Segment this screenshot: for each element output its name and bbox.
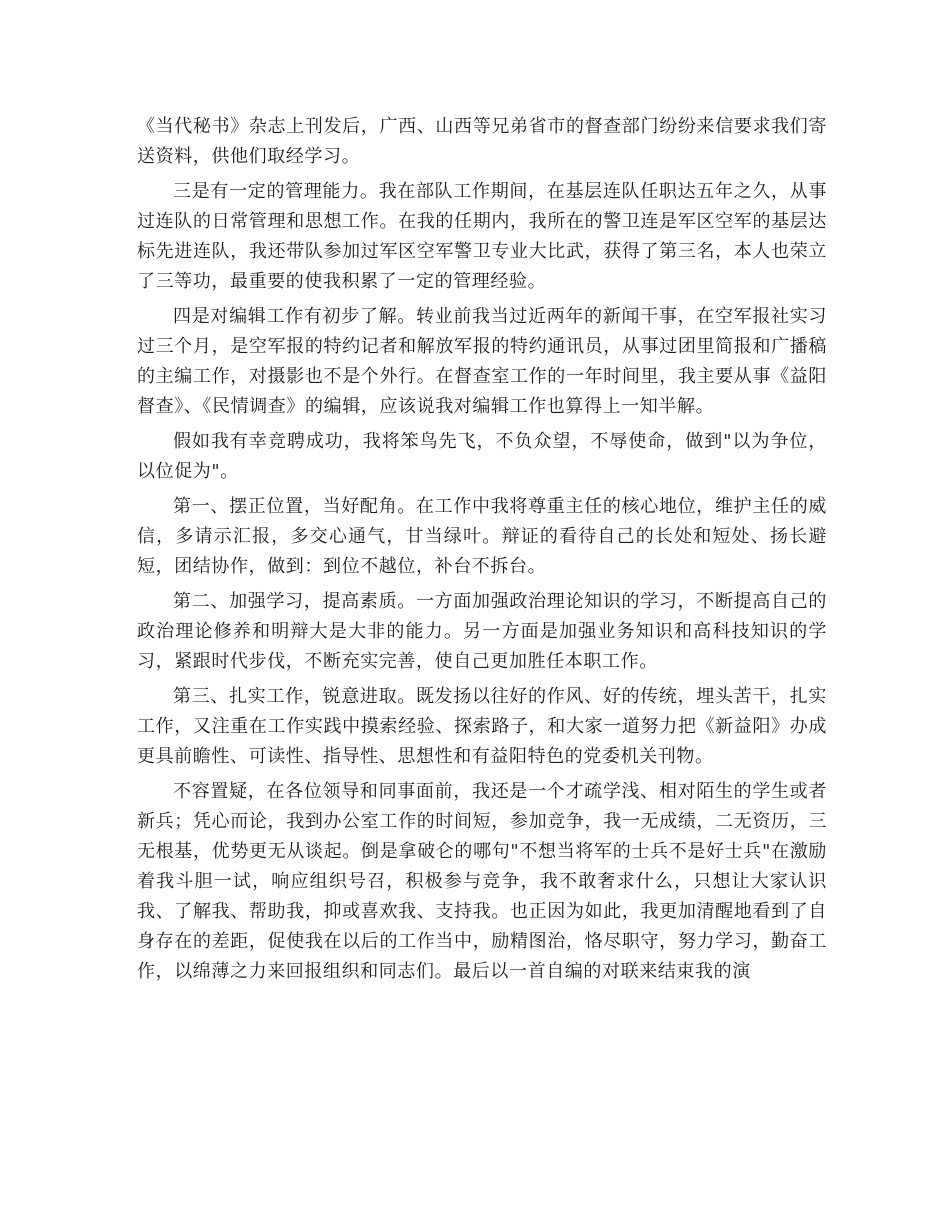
paragraph-closing: 不容置疑，在各位领导和同事面前，我还是一个才疏学浅、相对陌生的学生或者新兵；凭心而论，我到办公室工作的时间短，参加竞争，我一无成绩，二无资历，三无根基，优势更无从谈起。倒是拿破仑的哪句"不想当将军的士兵不是好士兵"在激励着我斗胆一试，响应组织号召，积极参与竞争，我不敢奢求什么，只想让大家认识我、了解我、帮助我，抑或喜欢我、支持我。也正因为如此，我更加清醒地看到了自身存在的差距，促使我在以后的工作当中，励精图治，恪尽职守，努力学习，勤奋工作，以绵薄之力来回报组织和同志们。最后以一首自编的对联来结束我的演 <box>137 781 827 982</box>
paragraph-point-one: 第一、摆正位置，当好配角。在工作中我将尊重主任的核心地位，维护主任的威信，多请示汇报，多交心通气，甘当绿叶。辩证的看待自己的长处和短处、扬长避短，团结协作，做到：到位不越位，补台不拆台。 <box>137 496 827 577</box>
paragraph-point-three: 第三、扎实工作，锐意进取。既发扬以往好的作风、好的传统，埋头苦干，扎实工作，又注重在工作实践中摸索经验、探索路子，和大家一道努力把《新益阳》办成更具前瞻性、可读性、指导性、思想性和有益阳特色的党委机关刊物。 <box>137 686 827 767</box>
paragraph-pledge: 假如我有幸竞聘成功，我将笨鸟先飞，不负众望，不辱使命，做到"以为争位，以位促为"。 <box>137 431 827 482</box>
paragraph-point-two: 第二、加强学习，提高素质。一方面加强政治理论知识的学习，不断提高自己的政治理论修养和明辩大是大非的能力。另一方面是加强业务知识和高科技知识的学习，紧跟时代步伐，不断充实完善，使自己更加胜任本职工作。 <box>137 591 827 672</box>
paragraph-continuation: 《当代秘书》杂志上刊发后，广西、山西等兄弟省市的督查部门纷纷来信要求我们寄送资料，供他们取经学习。 <box>137 116 827 167</box>
paragraph-management-ability: 三是有一定的管理能力。我在部队工作期间，在基层连队任职达五年之久，从事过连队的日常管理和思想工作。在我的任期内，我所在的警卫连是军区空军的基层达标先进连队，我还带队参加过军区空军警卫专业大比武，获得了第三名，本人也荣立了三等功，最重要的使我积累了一定的管理经验。 <box>137 181 827 292</box>
document-body <box>137 112 827 992</box>
paragraph-editing-experience: 四是对编辑工作有初步了解。转业前我当过近两年的新闻干事，在空军报社实习过三个月，是空军报的特约记者和解放军报的特约通讯员，从事过团里简报和广播稿的主编工作，对摄影也不是个外行。在督查室工作的一年时间里，我主要从事《益阳督查》、《民情调查》的编辑，应该说我对编辑工作也算得上一知半解。 <box>137 306 827 417</box>
